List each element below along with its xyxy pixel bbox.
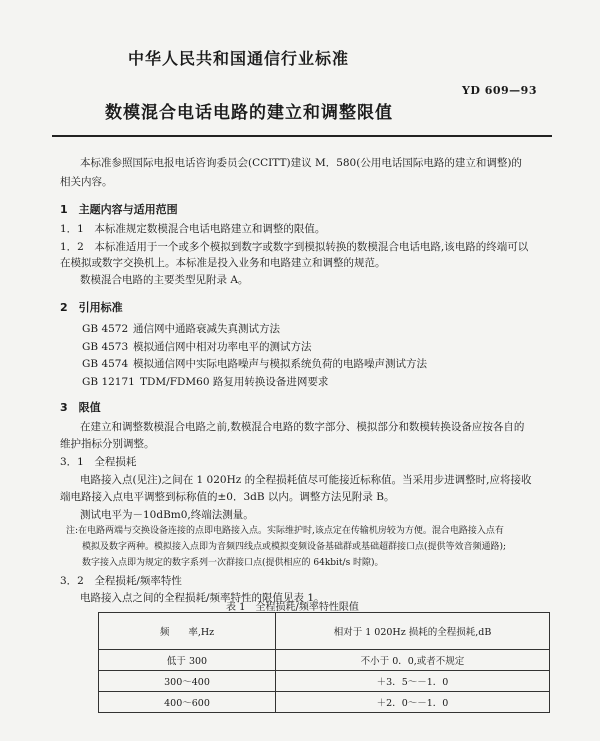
table-row xyxy=(99,671,550,692)
intro-line-1: 本标准参照国际电报电话咨询委员会(CCITT)建议 M．580(公用电话国际电路的建立和调整)的 xyxy=(80,157,522,169)
clause-3-1-heading: 3．1 全程损耗 xyxy=(60,456,137,468)
clause-3-1-line-1: 电路接入点(见注)之间在 1 020Hz 的全程损耗值尽可能接近标称值。当采用步进调整时,应将接收 xyxy=(80,474,532,486)
section-3-intro-line-1: 在建立和调整数模混合电路之前,数模混合电路的数字部分、模拟部分和数模转换设备应按各自的 xyxy=(80,421,525,433)
table-row xyxy=(99,692,550,713)
note-line-3: 数字接入点即为规定的数字系列一次群接口点(提供相应的 64kbit/s 时隙)。 xyxy=(82,558,384,568)
ref-title: 模拟通信网中实际电路噪声与模拟系统负荷的电路噪声测试方法 xyxy=(133,358,427,370)
frequency-cell: 300～400 xyxy=(99,671,276,692)
note-line-1: 注:在电路两端与交换设备连接的点即电路接入点。实际维护时,该点定在传输机房较为方便。混合电路接入点有 xyxy=(66,526,504,536)
loss-frequency-table xyxy=(98,612,550,713)
table-row xyxy=(99,650,550,671)
section-1-heading: 1 主题内容与适用范围 xyxy=(60,203,178,216)
intro-line-2: 相关内容。 xyxy=(60,176,113,188)
loss-column-header: 相对于 1 020Hz 损耗的全程损耗,dB xyxy=(276,613,550,650)
section-3-heading: 3 限值 xyxy=(60,401,101,414)
clause-3-2-text: 电路接入点之间的全程损耗/频率特性的限值见表 1。 xyxy=(80,592,325,604)
test-level: 测试电平为－10dBm0,终端法测量。 xyxy=(80,509,254,521)
ref-title: 模拟通信网中相对功率电平的测试方法 xyxy=(133,341,312,353)
appendix-reference: 数模混合电路的主要类型见附录 A。 xyxy=(80,274,249,286)
ref-title: TDM/FDM60 路复用转换设备进网要求 xyxy=(140,376,329,388)
ref-code: GB 12171 xyxy=(82,376,135,388)
clause-1-2-line-2: 在模拟或数字交换机上。本标准是投入业务和电路建立和调整的规范。 xyxy=(60,257,386,269)
note-line-2: 模拟及数字两种。模拟接入点即为音频四线点或模拟变频设备基础群或基础超群接口点(提供等效音频通路); xyxy=(82,542,507,552)
ref-code: GB 4573 xyxy=(82,341,129,353)
loss-cell: ＋3．5～－1．0 xyxy=(276,671,550,692)
standard-code: YD 609—93 xyxy=(462,84,537,97)
clause-1-2-line-1: 1．2 本标准适用于一个或多个模拟到数字或数字到模拟转换的数模混合电话电路,该电路的终端可以 xyxy=(60,241,529,253)
table-header-row xyxy=(99,613,550,650)
section-3-intro-line-2: 维护指标分别调整。 xyxy=(60,438,155,450)
clause-3-2-heading: 3．2 全程损耗/频率特性 xyxy=(60,575,182,587)
loss-cell: ＋2．0～－1．0 xyxy=(276,692,550,713)
clause-1-1: 1．1 本标准规定数模混合电话电路建立和调整的限值。 xyxy=(60,223,326,235)
title-divider xyxy=(52,135,552,137)
ref-code: GB 4574 xyxy=(82,358,129,370)
loss-cell: 不小于 0．0,或者不规定 xyxy=(276,650,550,671)
table-caption: 表 1 全程损耗/频率特性限值 xyxy=(226,602,359,613)
standard-organization: 中华人民共和国通信行业标准 xyxy=(128,49,350,68)
frequency-cell: 低于 300 xyxy=(99,650,276,671)
frequency-column-header: 频 率,Hz xyxy=(99,613,276,650)
ref-title: 通信网中通路衰减失真测试方法 xyxy=(133,323,280,335)
ref-code: GB 4572 xyxy=(82,323,129,335)
clause-3-1-line-2: 端电路接入点电平调整到标称值的±0．3dB 以内。调整方法见附录 B。 xyxy=(60,491,395,503)
frequency-cell: 400～600 xyxy=(99,692,276,713)
section-2-heading: 2 引用标准 xyxy=(60,301,123,314)
document-title: 数模混合电话电路的建立和调整限值 xyxy=(105,103,393,123)
